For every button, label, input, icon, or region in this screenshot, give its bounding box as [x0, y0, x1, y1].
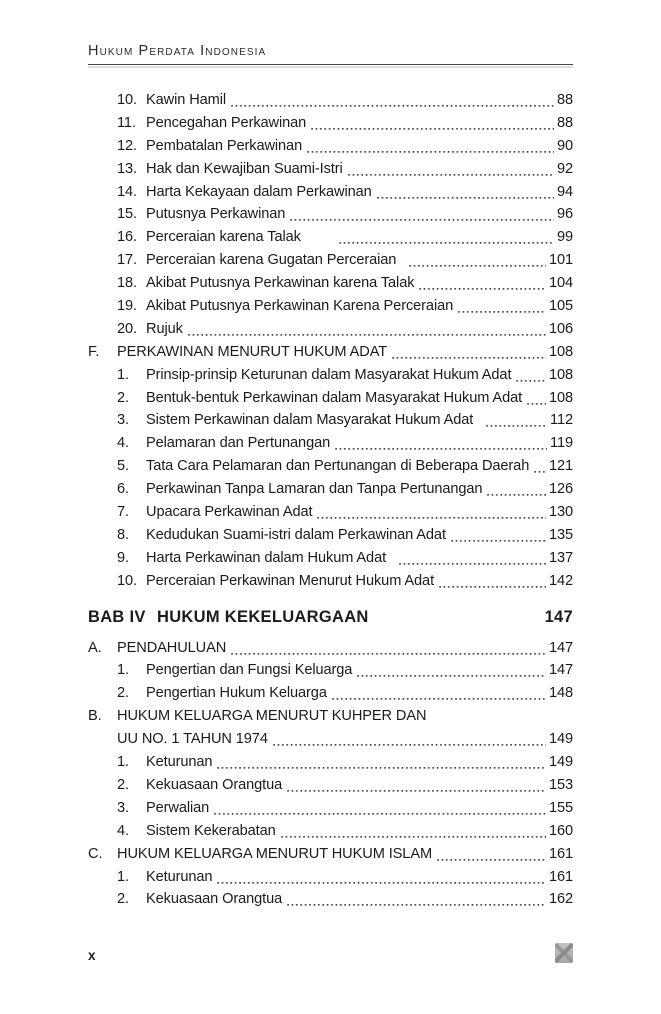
- entry-title: Harta Perkawinan dalam Hukum Adat: [146, 549, 387, 566]
- entry-title: Rujuk: [146, 320, 183, 337]
- entry-page-number: 99: [556, 229, 573, 246]
- entry-title: Tata Cara Pelamaran dan Pertunangan di Beberapa Daerah: [146, 458, 530, 475]
- toc-section-row: [88, 640, 573, 663]
- toc-entry-row: [88, 252, 573, 275]
- section-letter: F.: [88, 343, 100, 360]
- section-title: PENDAHULUAN: [117, 639, 227, 656]
- section-page-number: 108: [548, 343, 573, 360]
- dot-leader: [273, 731, 546, 754]
- toc-section-row-continued: [88, 731, 573, 754]
- dot-leader: [290, 206, 554, 229]
- toc-entry-row: [88, 206, 573, 229]
- entry-number: 2.: [117, 389, 129, 406]
- entry-number: 9.: [117, 549, 129, 566]
- dot-leader: [399, 550, 546, 573]
- dot-leader: [487, 481, 545, 504]
- toc-entry-row: [88, 458, 573, 481]
- dot-leader: [281, 823, 546, 846]
- entry-number: 4.: [117, 435, 129, 452]
- toc-entry-row: [88, 662, 573, 685]
- entry-number: 13.: [117, 160, 137, 177]
- toc-entry-row: [88, 161, 573, 184]
- entry-number: 5.: [117, 458, 129, 475]
- section-letter: A.: [88, 639, 102, 656]
- entry-number: 10.: [117, 92, 137, 108]
- entry-page-number: 160: [548, 822, 573, 839]
- dot-leader: [516, 367, 546, 390]
- entry-number: 1.: [117, 754, 129, 771]
- dot-leader: [287, 891, 546, 914]
- entry-page-number: 92: [556, 160, 573, 177]
- toc-entry-row: [88, 527, 573, 550]
- toc-entry-row: [88, 184, 573, 207]
- entry-page-number: 104: [548, 275, 573, 292]
- entry-title: Prinsip-prinsip Keturunan dalam Masyarakat Hukum Adat: [146, 366, 512, 383]
- dot-leader: [287, 777, 546, 800]
- toc-section-row: [88, 708, 573, 731]
- entry-page-number: 137: [548, 549, 573, 566]
- entry-page-number: 106: [548, 320, 573, 337]
- entry-page-number: 88: [556, 114, 573, 131]
- toc-entry-row: [88, 321, 573, 344]
- toc-entry-row: [88, 115, 573, 138]
- toc-entry-row: [88, 685, 573, 708]
- section-letter: B.: [88, 708, 102, 725]
- section-title: HUKUM KELUARGA MENURUT KUHPER DAN: [117, 708, 427, 725]
- dot-leader: [339, 229, 554, 252]
- dot-leader: [231, 640, 546, 663]
- dot-leader: [439, 573, 546, 596]
- entry-page-number: 121: [548, 458, 573, 475]
- entry-number: 2.: [117, 891, 129, 908]
- entry-page-number: 112: [550, 412, 573, 429]
- entry-title: Putusnya Perkawinan: [146, 206, 286, 223]
- toc-entry-row: [88, 800, 573, 823]
- entry-number: 18.: [117, 275, 137, 292]
- entry-number: 2.: [117, 685, 129, 702]
- entry-page-number: 153: [548, 776, 573, 793]
- entry-title: Kekuasaan Orangtua: [146, 776, 283, 793]
- section-title: HUKUM KELUARGA MENURUT HUKUM ISLAM: [117, 845, 433, 862]
- dot-leader: [214, 800, 546, 823]
- entry-title: Perwalian: [146, 799, 210, 816]
- toc-section-row: [88, 344, 573, 367]
- entry-page-number: 108: [548, 366, 573, 383]
- entry-page-number: 147: [548, 662, 573, 679]
- entry-page-number: 96: [556, 206, 573, 223]
- dot-leader: [188, 321, 546, 344]
- entry-number: 4.: [117, 822, 129, 839]
- entry-number: 7.: [117, 504, 129, 521]
- dot-leader: [307, 138, 554, 161]
- entry-number: 11.: [117, 114, 136, 131]
- dot-leader: [217, 754, 545, 777]
- entry-title: Keturunan: [146, 754, 213, 771]
- dot-leader: [317, 504, 545, 527]
- dot-leader: [437, 846, 546, 869]
- running-head: Hukum Perdata Indonesia: [88, 43, 267, 59]
- entry-title: Sistem Kekerabatan: [146, 822, 276, 839]
- entry-title: Pembatalan Perkawinan: [146, 137, 303, 154]
- dot-leader: [409, 252, 546, 275]
- toc-entry-row: [88, 754, 573, 777]
- entry-title: Keturunan: [146, 868, 213, 885]
- toc-entry-row: [88, 573, 573, 596]
- entry-number: 15.: [117, 206, 137, 223]
- entry-number: 17.: [117, 252, 137, 269]
- dot-leader: [348, 161, 554, 184]
- entry-title: Akibat Putusnya Perkawinan karena Talak: [146, 275, 415, 292]
- entry-title: Kawin Hamil: [146, 92, 226, 108]
- dot-leader: [451, 527, 546, 550]
- entry-title: Pengertian Hukum Keluarga: [146, 685, 327, 702]
- entry-number: 1.: [117, 868, 129, 885]
- dot-leader: [392, 344, 546, 367]
- toc-entry-row: [88, 298, 573, 321]
- entry-title: Kedudukan Suami-istri dalam Perkawinan Adat: [146, 526, 446, 543]
- toc-entry-row: [88, 504, 573, 527]
- toc-entry-row: [88, 138, 573, 161]
- dot-leader: [357, 662, 546, 685]
- toc-entry-row: [88, 777, 573, 800]
- dot-leader: [332, 685, 546, 708]
- dot-leader: [534, 458, 546, 481]
- entry-page-number: 142: [548, 572, 573, 589]
- entry-title: Pelamaran dan Pertunangan: [146, 435, 331, 452]
- chapter-title: HUKUM KEKELUARGAAN: [157, 607, 369, 626]
- entry-number: 3.: [117, 412, 129, 429]
- entry-number: 10.: [117, 572, 137, 589]
- toc-entry-row: [88, 550, 573, 573]
- section-title: PERKAWINAN MENURUT HUKUM ADAT: [117, 343, 388, 360]
- dot-leader: [458, 298, 546, 321]
- section-title-line2: UU NO. 1 TAHUN 1974: [117, 731, 268, 748]
- entry-page-number: 90: [556, 137, 573, 154]
- entry-title: Pengertian dan Fungsi Keluarga: [146, 662, 353, 679]
- entry-number: 19.: [117, 298, 137, 315]
- toc-entry-row: [88, 275, 573, 298]
- dot-leader: [335, 435, 547, 458]
- section-page-number: 149: [548, 731, 573, 748]
- entry-page-number: 148: [548, 685, 573, 702]
- section-page-number: 147: [548, 639, 573, 656]
- entry-number: 8.: [117, 526, 129, 543]
- entry-title: Perceraian karena Gugatan Perceraian: [146, 252, 397, 269]
- entry-title: Hak dan Kewajiban Suami-Istri: [146, 160, 343, 177]
- entry-page-number: 162: [548, 891, 573, 908]
- page-header: [88, 43, 573, 65]
- entry-number: 14.: [117, 183, 137, 200]
- entry-title: Bentuk-bentuk Perkawinan dalam Masyarakat Hukum Adat: [146, 389, 523, 406]
- dot-leader: [377, 184, 554, 207]
- entry-page-number: 135: [548, 526, 573, 543]
- toc-chapter-row: [88, 608, 573, 632]
- dot-leader: [527, 390, 546, 413]
- toc-entry-row: [88, 367, 573, 390]
- section-letter: C.: [88, 845, 103, 862]
- header-rule: [88, 64, 573, 65]
- entry-number: 1.: [117, 662, 129, 679]
- entry-title: Harta Kekayaan dalam Perkawinan: [146, 183, 372, 200]
- entry-page-number: 126: [548, 481, 573, 498]
- toc-section-row: [88, 846, 573, 869]
- dot-leader: [217, 869, 545, 892]
- entry-page-number: 94: [556, 183, 573, 200]
- entry-title: Perceraian karena Talak: [146, 229, 301, 246]
- toc-entry-row: [88, 412, 573, 435]
- entry-title: Upacara Perkawinan Adat: [146, 504, 313, 521]
- dot-leader: [486, 412, 547, 435]
- entry-page-number: 88: [556, 92, 573, 108]
- toc-entry-row: [88, 823, 573, 846]
- entry-title: Akibat Putusnya Perkawinan Karena Perceraian: [146, 298, 454, 315]
- section-page-number: 161: [548, 845, 573, 862]
- entry-page-number: 101: [548, 252, 573, 269]
- toc-entry-row: [88, 869, 573, 892]
- entry-number: 16.: [117, 229, 137, 246]
- toc-entry-row: [88, 92, 573, 115]
- publisher-logo-icon: [555, 943, 573, 963]
- dot-leader: [419, 275, 546, 298]
- toc-entry-row: [88, 891, 573, 914]
- entry-title: Kekuasaan Orangtua: [146, 891, 283, 908]
- entry-title: Pencegahan Perkawinan: [146, 114, 307, 131]
- entry-page-number: 155: [548, 799, 573, 816]
- toc-entry-row: [88, 229, 573, 252]
- dot-leader: [311, 115, 554, 138]
- entry-number: 20.: [117, 320, 137, 337]
- footer-page-number: x: [88, 948, 96, 963]
- entry-number: 6.: [117, 481, 129, 498]
- entry-title: Sistem Perkawinan dalam Masyarakat Hukum Adat: [146, 412, 474, 429]
- entry-number: 1.: [117, 366, 129, 383]
- entry-page-number: 119: [550, 435, 573, 452]
- entry-number: 12.: [117, 137, 137, 154]
- toc-entry-row: [88, 481, 573, 504]
- entry-page-number: 161: [548, 868, 573, 885]
- entry-title: Perceraian Perkawinan Menurut Hukum Adat: [146, 572, 435, 589]
- toc-entry-row: [88, 435, 573, 458]
- entry-page-number: 105: [548, 298, 573, 315]
- entry-page-number: 108: [548, 389, 573, 406]
- entry-number: 2.: [117, 776, 129, 793]
- toc-entry-row: [88, 390, 573, 413]
- entry-number: 3.: [117, 799, 129, 816]
- entry-page-number: 130: [548, 504, 573, 521]
- chapter-page-number: 147: [544, 607, 573, 626]
- entry-page-number: 149: [548, 754, 573, 771]
- dot-leader: [231, 92, 554, 115]
- chapter-label: BAB IV: [88, 607, 146, 626]
- entry-title: Perkawinan Tanpa Lamaran dan Tanpa Pertunangan: [146, 481, 483, 498]
- toc: [88, 92, 573, 914]
